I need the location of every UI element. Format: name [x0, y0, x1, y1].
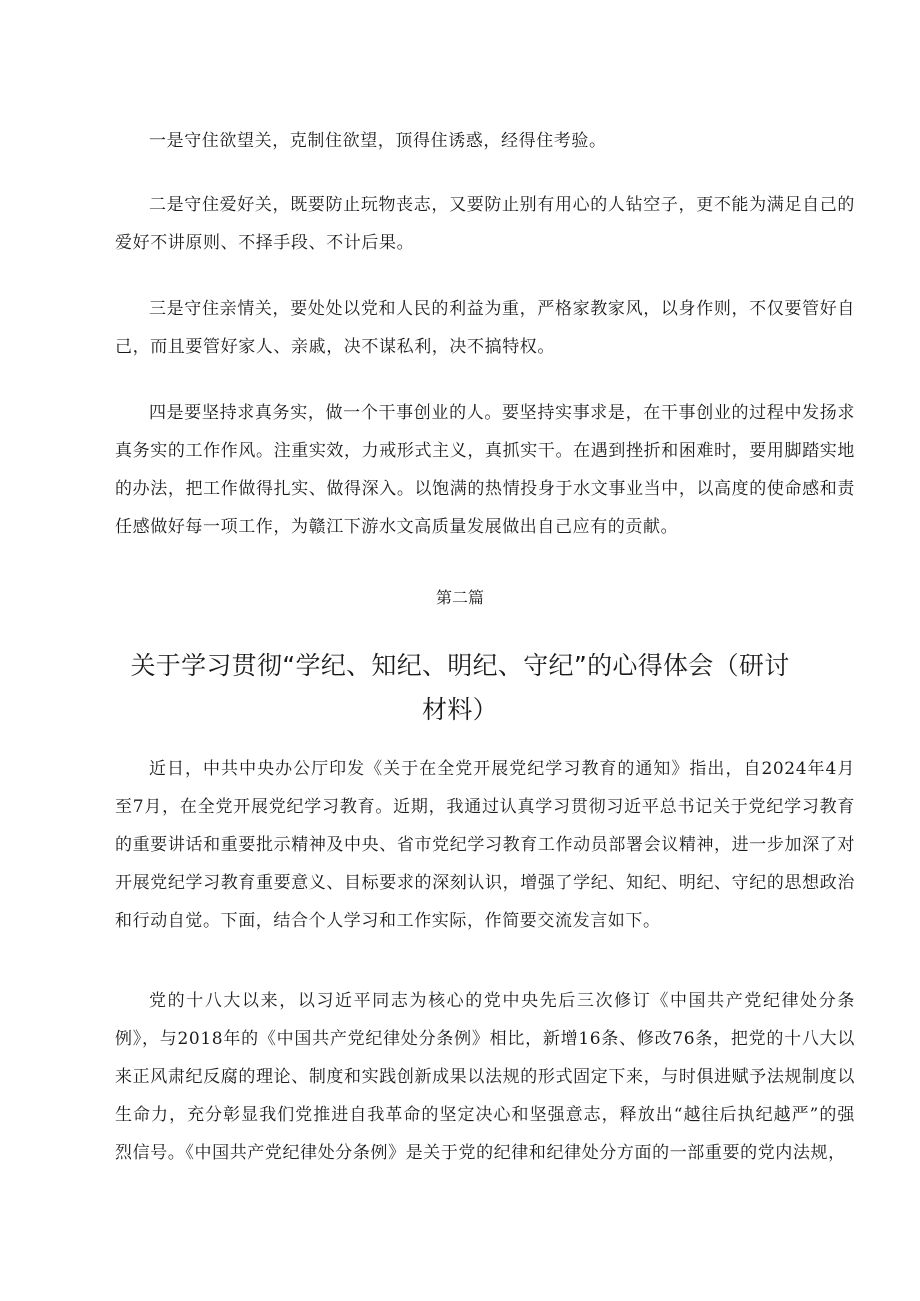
paragraph-regulations: 党的十八大以来，以习近平同志为核心的党中央先后三次修订《中国共产党纪律处分条例》，与2018年的《中国共产党纪律处分条例》相比，新增16条、修改76条，把党的十八大以来正风肃纪反腐的理论、制度和实践创新成果以法规的形式固定下来，与时俱进赋予法规制度以生命力，充分彰显我们党推进自我革命的坚定决心和坚强意志，释放出“越往后执纪越严”的强烈信号。《中国共产党纪律处分条例》是关于党的纪律和纪律处分方面的一部重要的党内法规，	[115, 991, 855, 1163]
paragraph-desire-pass: 一是守住欲望关，克制住欲望，顶得住诱惑，经得住考验。	[149, 131, 607, 151]
paragraph-intro: 近日，中共中央办公厅印发《关于在全党开展党纪学习教育的通知》指出，自2024年4月至7月，在全党开展党纪学习教育。近期，我通过认真学习贯彻习近平总书记关于党纪学习教育的重要讲话和重要批示精神及中央、省市党纪学习教育工作动员部署会议精神，进一步加深了对开展党纪学习教育重要意义、目标要求的深刻认识，增强了学纪、知纪、明纪、守纪的思想政治和行动自觉。下面，结合个人学习和工作实际，作简要交流发言如下。	[115, 759, 855, 931]
paragraph-hobby-pass: 二是守住爱好关，既要防止玩物丧志，又要防止别有用心的人钻空子，更不能为满足自己的爱好不讲原则、不择手段、不计后果。	[115, 195, 855, 253]
section-label: 第二篇	[435, 588, 484, 607]
paragraph-pragmatic-work: 四是要坚持求真务实，做一个干事创业的人。要坚持实事求是，在干事创业的过程中发扬求真务实的工作作风。注重实效，力戒形式主义，真抓实干。在遇到挫折和困难时，要用脚踏实地的办法，把工作做得扎实、做得深入。以饱满的热情投身于水文事业当中，以高度的使命感和责任感做好每一项工作，为赣江下游水文高质量发展做出自己应有的贡献。	[115, 403, 855, 537]
paragraph-family-pass: 三是守住亲情关，要处处以党和人民的利益为重，严格家教家风，以身作则，不仅要管好自己，而且要管好家人、亲戚，决不谋私利，决不搞特权。	[115, 299, 855, 357]
article-title: 关于学习贯彻“学纪、知纪、明纪、守纪”的心得体会（研讨材料）	[130, 651, 790, 724]
